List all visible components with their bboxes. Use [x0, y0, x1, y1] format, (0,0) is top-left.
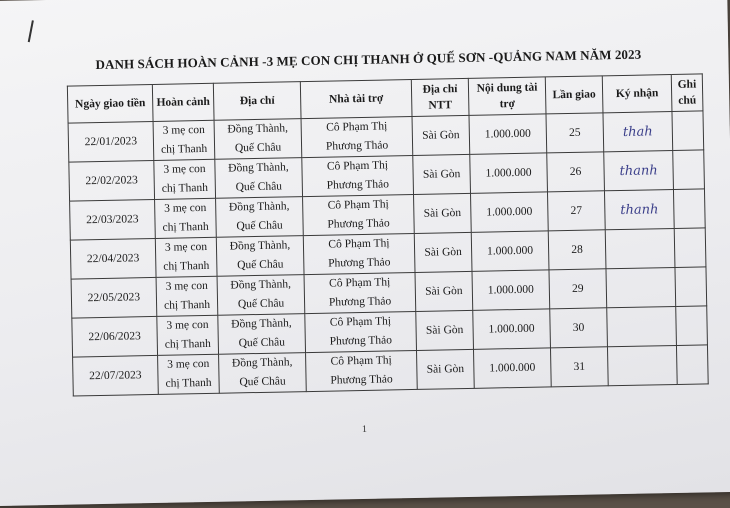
cell-amount-text: 1.000.000: [489, 361, 536, 375]
cell-case-text: chị Thanh: [165, 376, 212, 390]
cell-date: [72, 316, 158, 357]
cell-case-text: chị Thanh: [160, 142, 208, 156]
header-signature: Ký nhận: [602, 75, 672, 113]
cell-sponsor: [304, 272, 416, 313]
cell-amount-text: 1.000.000: [486, 205, 533, 219]
cell-sponsor-text: Cô Phạm Thị: [328, 237, 390, 251]
cell-count: [547, 191, 605, 231]
cell-signature-text: thah: [622, 123, 653, 140]
cell-address-text: Đồng Thành,: [229, 239, 291, 253]
cell-sponsor: [302, 155, 414, 196]
cell-case-text: chị Thanh: [163, 298, 211, 312]
cell-address: [215, 158, 303, 199]
cell-address-text: Quế Châu: [237, 258, 284, 272]
cell-sponsor-address-text: Sài Gòn: [423, 206, 462, 220]
cell-sponsor-text: Cô Phạm Thị: [329, 276, 391, 290]
cell-date: [68, 121, 154, 162]
cell-signature: [604, 189, 674, 229]
cell-sponsor-address-text: Sài Gòn: [425, 284, 463, 298]
cell-count: [550, 308, 608, 348]
cell-address-text: Quế Châu: [234, 141, 282, 155]
cell-signature: [603, 112, 673, 152]
cell-case: [157, 315, 219, 355]
cell-amount: [473, 309, 551, 349]
cell-sponsor-address-text: Sài Gòn: [422, 167, 461, 181]
cell-address-text: Quế Châu: [236, 219, 283, 233]
cell-case-text: 3 mẹ con: [164, 240, 208, 254]
cell-address-text: Đồng Thành,: [231, 317, 292, 331]
cell-address: [219, 353, 307, 394]
cell-sponsor-address: [414, 193, 472, 233]
cell-signature-text: thanh: [619, 162, 658, 179]
cell-amount: [471, 192, 549, 232]
cell-case-text: chị Thanh: [163, 259, 210, 273]
cell-sponsor-text: Phương Thảo: [328, 295, 392, 309]
cell-date: [73, 355, 159, 396]
cell-case-text: 3 mẹ con: [167, 357, 210, 371]
cell-sponsor-text: Phương Thảo: [328, 256, 391, 270]
cell-case: [155, 237, 217, 277]
donation-table: [67, 73, 709, 396]
cell-sponsor-address-text: Sài Gòn: [422, 128, 460, 142]
cell-amount: [472, 270, 550, 310]
cell-sponsor-address: [416, 310, 474, 350]
cell-count-text: 31: [573, 360, 586, 373]
cell-amount: [469, 114, 547, 154]
cell-address: [214, 119, 302, 160]
cell-signature: [606, 267, 676, 307]
cell-date-text: 22/04/2023: [86, 251, 140, 265]
cell-amount: [470, 153, 548, 193]
cell-date: [71, 277, 157, 318]
cell-count: [550, 347, 608, 387]
cell-sponsor-address: [414, 232, 472, 272]
cell-count-text: 28: [571, 243, 583, 256]
cell-amount-text: 1.000.000: [487, 283, 534, 297]
cell-amount-text: 1.000.000: [484, 127, 531, 141]
cell-address-text: Đồng Thành,: [228, 161, 289, 175]
pen-mark: [28, 20, 34, 42]
cell-sponsor-text: Cô Phạm Thị: [329, 315, 392, 329]
cell-sponsor: [303, 194, 415, 235]
cell-count-text: 26: [569, 165, 582, 178]
cell-date: [69, 160, 155, 201]
cell-address-text: Đồng Thành,: [230, 278, 292, 292]
cell-case-text: 3 mẹ con: [164, 201, 207, 215]
cell-sponsor-address: [412, 115, 470, 155]
cell-address-text: Quế Châu: [238, 336, 286, 350]
cell-signature: [607, 306, 677, 346]
cell-note: [674, 228, 706, 268]
cell-sponsor-text: Phương Thảo: [330, 373, 393, 387]
cell-sponsor-address: [413, 154, 471, 194]
cell-date-text: 22/03/2023: [86, 212, 139, 226]
cell-case-text: chị Thanh: [164, 337, 212, 351]
cell-amount: [471, 231, 549, 271]
cell-sponsor: [301, 116, 413, 157]
cell-note: [676, 306, 708, 346]
cell-case-text: 3 mẹ con: [165, 279, 208, 293]
cell-signature: [605, 228, 675, 268]
header-sponsor: Nhà tài trợ: [300, 80, 412, 119]
cell-date-text: 22/07/2023: [89, 368, 142, 382]
cell-address-text: Quế Châu: [237, 297, 285, 311]
cell-address-text: Quế Châu: [235, 180, 283, 194]
cell-case: [154, 159, 216, 199]
cell-date-text: 22/05/2023: [87, 290, 141, 304]
cell-count: [548, 230, 606, 270]
cell-count-text: 25: [568, 126, 581, 139]
cell-sponsor-text: Cô Phạm Thị: [330, 354, 392, 368]
cell-case: [155, 198, 217, 238]
cell-case: [158, 354, 220, 394]
cell-sponsor-address-text: Sài Gòn: [425, 323, 464, 337]
header-count: Lần giao: [545, 76, 603, 114]
cell-date-text: 22/01/2023: [84, 134, 138, 148]
cell-case: [156, 276, 218, 316]
cell-address: [216, 236, 304, 277]
cell-sponsor-address-text: Sài Gòn: [424, 245, 462, 259]
cell-address-text: Quế Châu: [239, 375, 286, 389]
document-title: DANH SÁCH HOÀN CẢNH -3 MẸ CON CHỊ THANH Ở QUẾ SƠN -QUẢNG NAM NĂM 2023: [95, 46, 642, 73]
header-case: Hoàn cảnh: [152, 83, 214, 121]
cell-sponsor: [306, 350, 418, 391]
cell-sponsor-text: Phương Thảo: [325, 139, 389, 153]
cell-address: [218, 314, 306, 355]
header-sponsor-address: Địa chỉ NTT: [411, 78, 469, 116]
cell-signature-text: thanh: [620, 201, 659, 218]
cell-address: [217, 275, 305, 316]
cell-case: [153, 120, 215, 160]
cell-signature: [604, 150, 674, 190]
cell-sponsor-text: Phương Thảo: [329, 334, 393, 348]
cell-signature: [607, 345, 677, 385]
cell-date-text: 22/02/2023: [85, 173, 138, 187]
cell-case-text: 3 mẹ con: [166, 318, 209, 332]
cell-sponsor-text: Cô Phạm Thị: [326, 159, 389, 173]
header-date: Ngày giao tiền: [67, 84, 153, 123]
cell-count: [546, 113, 604, 153]
cell-sponsor-address: [417, 349, 475, 389]
header-note: Ghi chú: [671, 74, 703, 112]
cell-address-text: Đồng Thành,: [228, 200, 290, 214]
cell-count-text: 27: [570, 204, 583, 217]
cell-case-text: 3 mẹ con: [163, 162, 206, 176]
cell-sponsor: [305, 311, 417, 352]
cell-case-text: chị Thanh: [162, 220, 209, 234]
header-address: Địa chỉ: [213, 82, 301, 121]
cell-sponsor-text: Cô Phạm Thị: [326, 120, 388, 134]
cell-note: [675, 267, 707, 307]
cell-note: [676, 345, 708, 385]
cell-count-text: 30: [572, 321, 585, 334]
cell-date: [70, 238, 156, 279]
cell-sponsor-text: Phương Thảo: [326, 178, 390, 192]
cell-amount-text: 1.000.000: [488, 322, 535, 336]
cell-case-text: 3 mẹ con: [162, 123, 205, 137]
cell-note: [672, 111, 704, 151]
cell-amount-text: 1.000.000: [486, 244, 534, 258]
cell-sponsor-text: Phương Thảo: [327, 217, 390, 231]
cell-date: [70, 199, 156, 240]
cell-note: [673, 189, 705, 229]
cell-sponsor: [303, 233, 415, 274]
cell-count: [549, 269, 607, 309]
cell-count-text: 29: [571, 282, 584, 295]
header-content: Nội dung tài trợ: [468, 77, 546, 115]
cell-case-text: chị Thanh: [161, 181, 209, 195]
cell-address-text: Đồng Thành,: [227, 122, 289, 136]
page-number: 1: [361, 423, 368, 436]
cell-sponsor-address-text: Sài Gòn: [426, 362, 465, 376]
cell-amount-text: 1.000.000: [485, 166, 532, 180]
cell-address: [216, 197, 304, 238]
cell-count: [547, 152, 605, 192]
cell-note: [673, 150, 705, 190]
cell-amount: [473, 348, 551, 388]
cell-sponsor-text: Cô Phạm Thị: [327, 198, 389, 212]
cell-address-text: Đồng Thành,: [231, 356, 293, 370]
cell-sponsor-address: [415, 271, 473, 311]
cell-date-text: 22/06/2023: [88, 329, 141, 343]
